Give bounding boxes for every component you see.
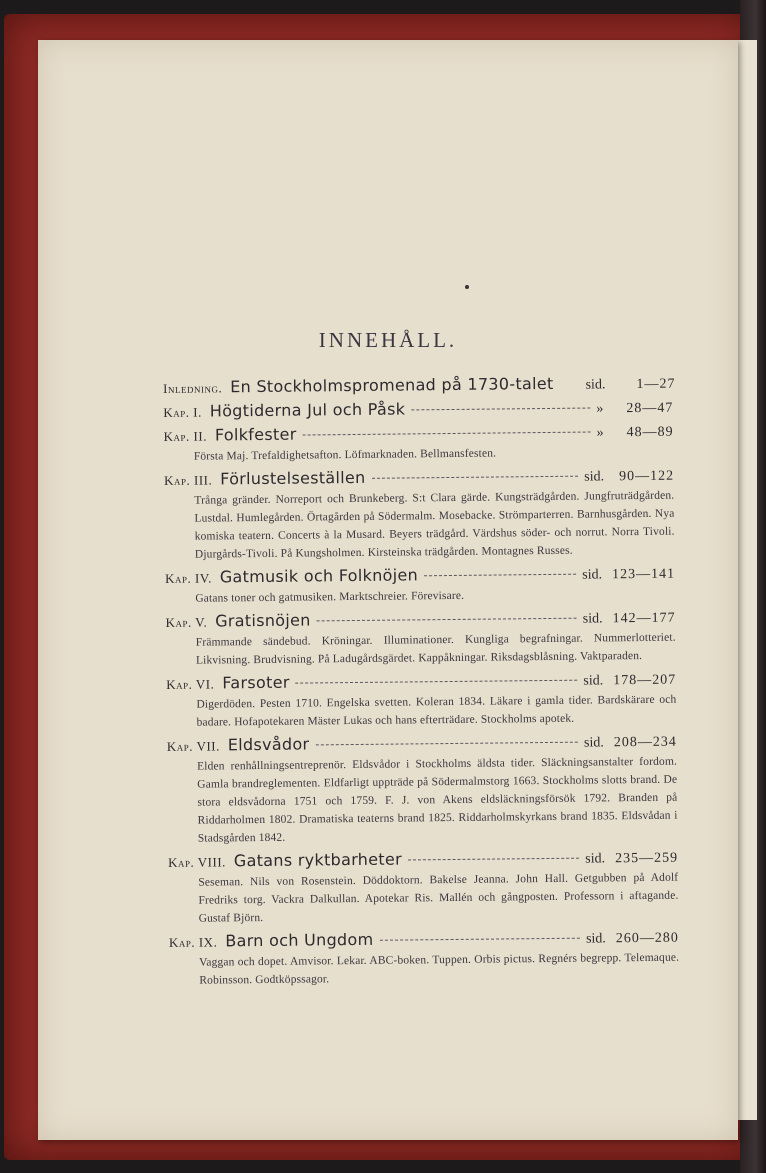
book-page <box>38 40 738 1140</box>
toc-entry-kap-9 <box>169 927 680 990</box>
toc-entry-kap-8 <box>168 847 679 928</box>
table-of-contents <box>163 373 679 994</box>
entry-lead: Kap. III. <box>163 472 213 488</box>
entry-lead: Inledning. <box>163 380 223 396</box>
entry-lead: Kap. VIII. <box>167 854 226 870</box>
toc-entry-kap-5 <box>165 607 676 670</box>
entry-ref: » <box>596 401 604 417</box>
entry-subtopics: Digerdöden. Pesten 1710. Engelska svetten. Koleran 1834. Läkare i gamla tider. Bardskärare och badare. Hofapotekaren Mäster Lukas och hans efterträdare. Stockholms apotek. <box>196 693 677 729</box>
entry-pages: 142—177 <box>612 610 676 627</box>
entry-pages: 90—122 <box>618 468 675 485</box>
entry-subtopics: Vaggan och dopet. Amvisor. Lekar. ABC-boken. Tuppen. Orbis pictus. Regnérs begrepp. Telemaque. Robinsson. Godtköpssagor. <box>199 951 680 987</box>
entry-pages: 178—207 <box>613 672 677 689</box>
entry-subtopics: Gatans toner och gatmusiken. Marktschreier. Förevisare. <box>195 589 465 605</box>
entry-ref: sid. <box>585 851 606 867</box>
page-title: INNEHÅLL. <box>318 328 458 352</box>
toc-entry-kap-2 <box>164 421 674 466</box>
page-edge <box>736 40 757 1120</box>
entry-title: Barn och Ungdom <box>225 929 374 951</box>
entry-ref: sid. <box>582 567 603 583</box>
entry-pages: 208—234 <box>613 734 677 751</box>
entry-pages: 235—259 <box>614 850 679 867</box>
toc-entry-kap-7 <box>167 731 678 848</box>
entry-pages: 48—89 <box>626 424 674 441</box>
entry-title: Farsoter <box>222 672 290 693</box>
entry-title: Eldsvådor <box>227 734 310 755</box>
entry-title: En Stockholmspromenad på 1730-talet <box>230 373 554 397</box>
entry-ref: sid. <box>585 377 606 393</box>
entry-lead: Kap. I. <box>163 404 202 420</box>
toc-entry-kap-3 <box>164 465 675 564</box>
entry-lead: Kap. IX. <box>168 934 218 950</box>
entry-pages: 1—27 <box>636 376 676 393</box>
entry-subtopics: Seseman. Nils von Rosenstein. Döddoktorn. Bakelse Jeanna. John Hall. Getgubben på Adolf Fredriks torg. Vackra Dalkullan. Apotekar Ris. Mallén och gångposten. Professorn i aftagande. Gustaf Björn. <box>198 871 679 925</box>
entry-lead: Kap. VI. <box>166 676 215 692</box>
toc-entry-kap-6 <box>166 669 677 732</box>
entry-subtopics: Främmande sändebud. Kröningar. Illuminationer. Kungliga begrafningar. Nummerlotteriet. Likvisning. Brudvisning. På Ladugårdsgärdet. Kappåkningar. Riksdagsblåsning. Vaktparaden. <box>195 631 676 667</box>
ink-dot <box>465 285 469 289</box>
entry-title: Gatans ryktbarheter <box>233 849 403 871</box>
entry-subtopics: Elden renhållningsentreprenör. Eldsvådor i Stockholms äldsta tider. Släckningsanstalter fordom. Gamla brandreglementen. Eldfarligt uppträde på Södermalmstorg 1663. Stockholms slotts brand. De stora eldsvådorna 1751 och 1759. F. J. von Akens eldsläckningsförsök 1792. Branden på Riddarholmen 1802. Dramatiska teaterns brand 1825. Riddarholmskyrkans brand 1835. Eldsvådan i Stadsgården 1842. <box>197 755 678 845</box>
entry-subtopics: Första Maj. Trefaldighetsafton. Löfmarknaden. Bellmansfesten. <box>193 447 497 463</box>
entry-lead: Kap. VII. <box>166 738 220 754</box>
entry-lead: Kap. V. <box>165 614 208 630</box>
entry-ref: sid. <box>582 611 603 627</box>
entry-ref: sid. <box>584 469 605 485</box>
entry-ref: » <box>596 425 604 441</box>
entry-title: Högtiderna Jul och Påsk <box>209 399 406 421</box>
entry-ref: sid. <box>583 735 604 751</box>
entry-subtopics: Trånga gränder. Norreport och Brunkeberg. S:t Clara gärde. Kungsträdgården. Jungfruträdgården. Lustdal. Humlegården. Örtagården på Södermalm. Mosebacke. Strömparterren. Barnhusgården. Nya komiska teatern. Concerts à la Musard. Beyers trädgård. Värdshus söder- och norrut. Norra Tivoli. Djurgårds-Tivoli. På Kungsholmen. Kirsteinska trädgården. Montagnes Russes. <box>194 489 675 561</box>
toc-entry-kap-1 <box>163 397 673 422</box>
entry-title: Folkfester <box>214 424 297 445</box>
toc-entry-kap-4 <box>165 563 675 608</box>
entry-lead: Kap. IV. <box>165 570 212 586</box>
entry-pages: 260—280 <box>615 930 679 947</box>
entry-title: Gratisnöjen <box>215 610 311 631</box>
entry-lead: Kap. II. <box>163 428 208 444</box>
entry-ref: sid. <box>585 931 606 947</box>
entry-ref: sid. <box>583 673 604 689</box>
entry-pages: 28—47 <box>626 400 674 417</box>
entry-title: Förlustelseställen <box>220 467 366 489</box>
toc-entry-inledning <box>163 373 676 398</box>
entry-pages: 123—141 <box>612 566 676 583</box>
entry-title: Gatmusik och Folknöjen <box>219 565 419 587</box>
